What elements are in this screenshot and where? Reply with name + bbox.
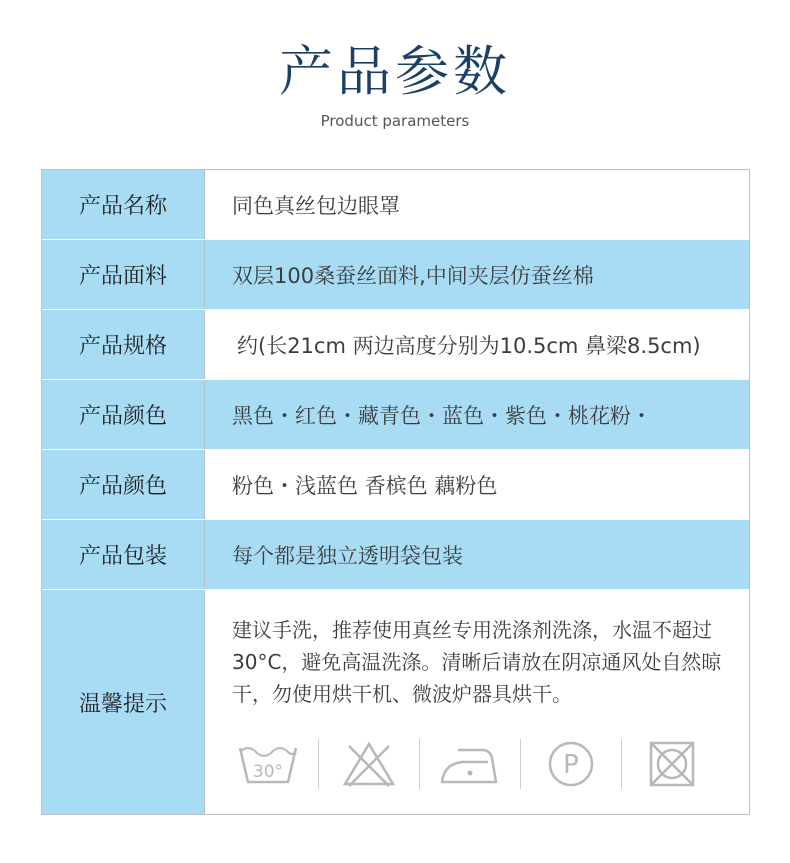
row-value: 每个都是独立透明袋包装 bbox=[205, 520, 749, 589]
iron-low-icon bbox=[434, 736, 506, 792]
parameters-table bbox=[41, 169, 750, 815]
page-title: 产品参数 bbox=[279, 40, 511, 103]
table-row bbox=[42, 520, 749, 590]
dry-clean-p-icon bbox=[535, 736, 607, 792]
icon-divider bbox=[419, 739, 420, 789]
row-value: 粉色・浅蓝色 香槟色 藕粉色 bbox=[205, 450, 749, 519]
care-icons bbox=[232, 736, 749, 792]
row-label: 产品包装 bbox=[42, 520, 205, 589]
table-row bbox=[42, 240, 749, 310]
page-subtitle: Product parameters bbox=[320, 112, 470, 130]
row-value: 双层100桑蚕丝面料,中间夹层仿蚕丝棉 bbox=[205, 240, 749, 309]
row-label: 产品名称 bbox=[42, 170, 205, 239]
wash-30-icon bbox=[232, 736, 304, 792]
row-value: 黑色・红色・藏青色・蓝色・紫色・桃花粉・ bbox=[205, 380, 749, 449]
no-tumble-dry-icon bbox=[636, 736, 708, 792]
table-row bbox=[42, 310, 749, 380]
row-label: 产品颜色 bbox=[42, 450, 205, 519]
tips-content bbox=[205, 590, 749, 814]
icon-divider bbox=[318, 739, 319, 789]
row-value: 约(长21cm 两边高度分别为10.5cm 鼻梁8.5cm) bbox=[205, 310, 749, 379]
tips-label: 温馨提示 bbox=[42, 590, 205, 814]
svg-text:P: P bbox=[563, 750, 579, 780]
row-label: 产品规格 bbox=[42, 310, 205, 379]
icon-divider bbox=[520, 739, 521, 789]
svg-text:30°: 30° bbox=[252, 762, 284, 782]
tips-text: 建议手洗，推荐使用真丝专用洗涤剂洗涤，水温不超过30°C，避免高温洗涤。清晰后请放在阴凉通风处自然晾干，勿使用烘干机、微波炉器具烘干。 bbox=[232, 618, 722, 706]
no-bleach-icon bbox=[333, 736, 405, 792]
row-label: 产品面料 bbox=[42, 240, 205, 309]
table-row bbox=[42, 170, 749, 240]
row-label: 产品颜色 bbox=[42, 380, 205, 449]
row-value: 同色真丝包边眼罩 bbox=[205, 170, 749, 239]
table-row bbox=[42, 450, 749, 520]
table-row-tips bbox=[42, 590, 749, 814]
icon-divider bbox=[621, 739, 622, 789]
table-row bbox=[42, 380, 749, 450]
